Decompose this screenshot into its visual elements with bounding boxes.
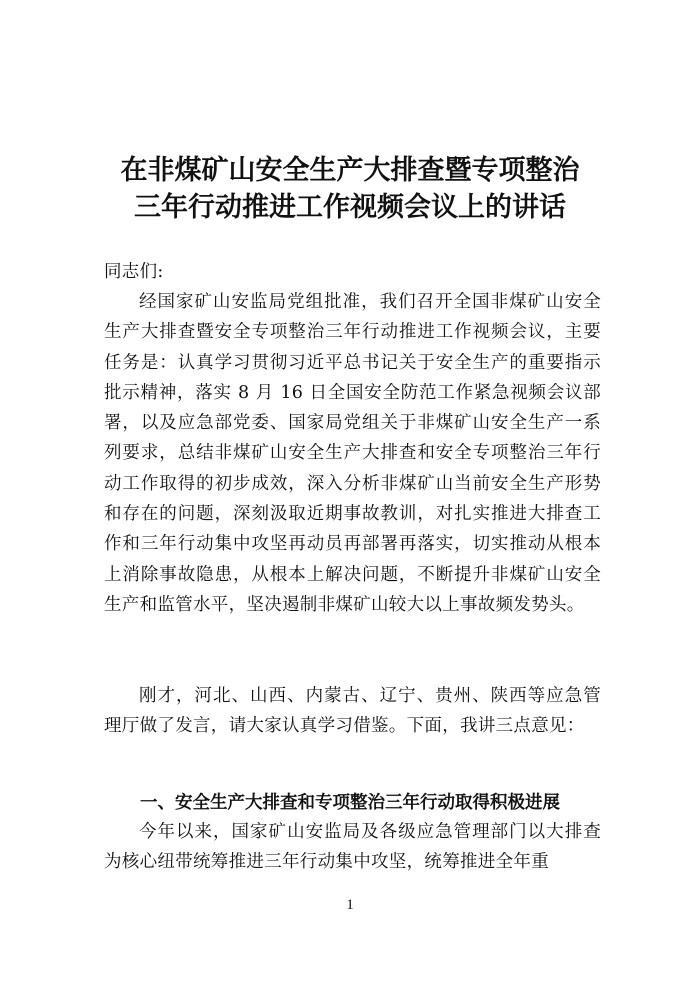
document-title-line-2: 三年行动推进工作视频会议上的讲话 — [134, 192, 566, 223]
paragraph-1-block — [104, 287, 601, 620]
section-heading-1: 一、安全生产大排查和专项整治三年行动取得积极进展 — [140, 793, 560, 813]
paragraph-1: 经国家矿山安监局党组批准，我们召开全国非煤矿山安全生产大排查暨安全专项整治三年行动推进工作视频会议，主要任务是：认真学习贯彻习近平总书记关于安全生产的重要指示批示精神，落实 8 月 16 日全国安全防范工作紧急视频会议部署，以及应急部党委、国家局党组关于非煤矿山安全生产一系列要求，总结非煤矿山安全生产大排查和安全专项整治三年行动工作取得的初步成效，深入分析非煤矿山当前安全生产形势和存在的问题，深刻汲取近期事故教训，对扎实推进大排查工作和三年行动集中攻坚再动员再部署再落实，切实推动从根本上消除事故隐患，从根本上解决问题，不断提升非煤矿山安全生产和监管水平，坚决遏制非煤矿山较大以上事故频发势头。 — [104, 292, 601, 615]
page-number: 1 — [346, 897, 354, 913]
paragraph-3: 今年以来，国家矿山安监局及各级应急管理部门以大排查为核心纽带统筹推进三年行动集中攻坚，统筹推进全年重 — [104, 822, 601, 873]
paragraph-2-block — [104, 681, 601, 742]
document-title-line-1: 在非煤矿山安全生产大排查暨专项整治 — [120, 155, 580, 186]
salutation: 同志们: — [104, 262, 164, 282]
paragraph-2: 刚才，河北、山西、内蒙古、辽宁、贵州、陕西等应急管理厅做了发言，请大家认真学习借鉴。下面，我讲三点意见： — [104, 686, 601, 737]
paragraph-3-block — [104, 817, 601, 878]
